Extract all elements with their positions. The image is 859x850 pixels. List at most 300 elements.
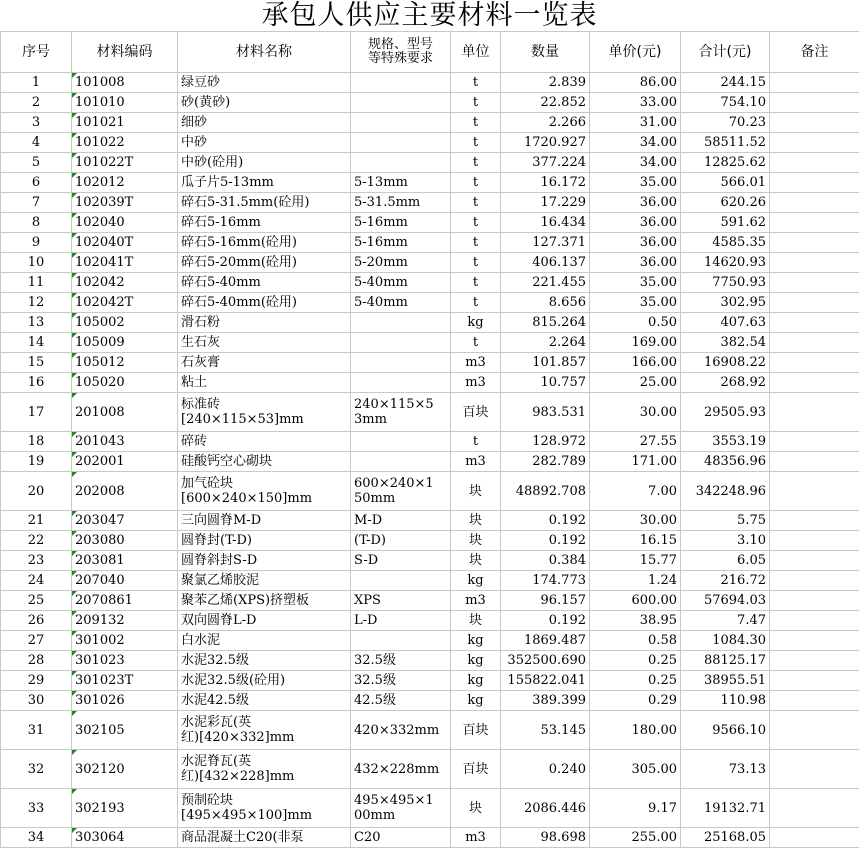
cell-spec[interactable]: 5-13mm <box>351 173 451 193</box>
cell-price[interactable]: 31.00 <box>590 113 681 133</box>
cell-unit[interactable]: 百块 <box>451 711 501 750</box>
cell-total[interactable]: 4585.35 <box>681 233 770 253</box>
cell-code[interactable]: 301023 <box>72 651 178 671</box>
cell-total[interactable]: 16908.22 <box>681 353 770 373</box>
cell-price[interactable]: 35.00 <box>590 173 681 193</box>
cell-price[interactable]: 0.29 <box>590 691 681 711</box>
cell-no[interactable]: 22 <box>1 531 72 551</box>
cell-total[interactable]: 57694.03 <box>681 591 770 611</box>
cell-spec[interactable]: 5-40mm <box>351 273 451 293</box>
header-cell-unit[interactable]: 单位 <box>451 32 501 73</box>
cell-code[interactable]: 201043 <box>72 432 178 452</box>
cell-total[interactable]: 302.95 <box>681 293 770 313</box>
cell-unit[interactable]: t <box>451 273 501 293</box>
cell-qty[interactable]: 406.137 <box>501 253 590 273</box>
cell-name[interactable]: 加气砼块 [600×240×150]mm <box>178 472 351 511</box>
cell-price[interactable]: 27.55 <box>590 432 681 452</box>
cell-price[interactable]: 86.00 <box>590 73 681 93</box>
cell-name[interactable]: 滑石粉 <box>178 313 351 333</box>
cell-no[interactable]: 24 <box>1 571 72 591</box>
cell-price[interactable]: 166.00 <box>590 353 681 373</box>
cell-name[interactable]: 中砂(砼用) <box>178 153 351 173</box>
cell-spec[interactable]: 495×495×1 00mm <box>351 789 451 828</box>
cell-name[interactable]: 双向圆脊L-D <box>178 611 351 631</box>
cell-price[interactable]: 1.24 <box>590 571 681 591</box>
cell-qty[interactable]: 17.229 <box>501 193 590 213</box>
cell-name[interactable]: 碎石5-31.5mm(砼用) <box>178 193 351 213</box>
cell-no[interactable]: 19 <box>1 452 72 472</box>
cell-note[interactable] <box>770 233 859 253</box>
cell-qty[interactable]: 1869.487 <box>501 631 590 651</box>
cell-price[interactable]: 33.00 <box>590 93 681 113</box>
cell-code[interactable]: 102039T <box>72 193 178 213</box>
cell-note[interactable] <box>770 452 859 472</box>
cell-note[interactable] <box>770 353 859 373</box>
cell-unit[interactable]: t <box>451 432 501 452</box>
cell-code[interactable]: 301002 <box>72 631 178 651</box>
cell-name[interactable]: 预制砼块 [495×495×100]mm <box>178 789 351 828</box>
cell-spec[interactable]: 42.5级 <box>351 691 451 711</box>
cell-unit[interactable]: t <box>451 333 501 353</box>
cell-spec[interactable] <box>351 373 451 393</box>
cell-note[interactable] <box>770 691 859 711</box>
cell-price[interactable]: 15.77 <box>590 551 681 571</box>
cell-name[interactable]: 粘土 <box>178 373 351 393</box>
cell-price[interactable]: 305.00 <box>590 750 681 789</box>
cell-code[interactable]: 203080 <box>72 531 178 551</box>
cell-total[interactable]: 14620.93 <box>681 253 770 273</box>
cell-code[interactable]: 102040 <box>72 213 178 233</box>
cell-total[interactable]: 7750.93 <box>681 273 770 293</box>
cell-unit[interactable]: 块 <box>451 789 501 828</box>
cell-no[interactable]: 27 <box>1 631 72 651</box>
cell-no[interactable]: 2 <box>1 93 72 113</box>
cell-code[interactable]: 102042T <box>72 293 178 313</box>
cell-note[interactable] <box>770 611 859 631</box>
cell-total[interactable]: 3553.19 <box>681 432 770 452</box>
header-cell-total[interactable]: 合计(元) <box>681 32 770 73</box>
cell-spec[interactable]: 5-20mm <box>351 253 451 273</box>
cell-code[interactable]: 301026 <box>72 691 178 711</box>
cell-qty[interactable]: 1720.927 <box>501 133 590 153</box>
cell-no[interactable]: 30 <box>1 691 72 711</box>
cell-code[interactable]: 201008 <box>72 393 178 432</box>
cell-code[interactable]: 101021 <box>72 113 178 133</box>
cell-code[interactable]: 302120 <box>72 750 178 789</box>
header-cell-no[interactable]: 序号 <box>1 32 72 73</box>
cell-qty[interactable]: 16.434 <box>501 213 590 233</box>
cell-name[interactable]: 水泥32.5级 <box>178 651 351 671</box>
cell-unit[interactable]: t <box>451 193 501 213</box>
cell-price[interactable]: 36.00 <box>590 193 681 213</box>
cell-qty[interactable]: 127.371 <box>501 233 590 253</box>
cell-no[interactable]: 31 <box>1 711 72 750</box>
cell-no[interactable]: 21 <box>1 511 72 531</box>
cell-no[interactable]: 23 <box>1 551 72 571</box>
cell-note[interactable] <box>770 750 859 789</box>
cell-spec[interactable] <box>351 73 451 93</box>
cell-code[interactable]: 207040 <box>72 571 178 591</box>
cell-note[interactable] <box>770 393 859 432</box>
cell-no[interactable]: 9 <box>1 233 72 253</box>
cell-price[interactable]: 36.00 <box>590 233 681 253</box>
cell-name[interactable]: 白水泥 <box>178 631 351 651</box>
cell-unit[interactable]: 块 <box>451 472 501 511</box>
cell-qty[interactable]: 48892.708 <box>501 472 590 511</box>
cell-code[interactable]: 202008 <box>72 472 178 511</box>
cell-code[interactable]: 102042 <box>72 273 178 293</box>
cell-no[interactable]: 4 <box>1 133 72 153</box>
cell-note[interactable] <box>770 591 859 611</box>
cell-no[interactable]: 7 <box>1 193 72 213</box>
cell-no[interactable]: 1 <box>1 73 72 93</box>
cell-note[interactable] <box>770 671 859 691</box>
cell-qty[interactable]: 2086.446 <box>501 789 590 828</box>
cell-spec[interactable]: 5-16mm <box>351 213 451 233</box>
cell-no[interactable]: 20 <box>1 472 72 511</box>
cell-name[interactable]: 碎石5-20mm(砼用) <box>178 253 351 273</box>
cell-code[interactable]: 101008 <box>72 73 178 93</box>
cell-note[interactable] <box>770 113 859 133</box>
cell-no[interactable]: 3 <box>1 113 72 133</box>
header-cell-code[interactable]: 材料编码 <box>72 32 178 73</box>
cell-price[interactable]: 35.00 <box>590 273 681 293</box>
cell-unit[interactable]: t <box>451 293 501 313</box>
cell-price[interactable]: 36.00 <box>590 253 681 273</box>
cell-code[interactable]: 203081 <box>72 551 178 571</box>
cell-qty[interactable]: 174.773 <box>501 571 590 591</box>
cell-name[interactable]: 水泥脊瓦(英 红)[432×228]mm <box>178 750 351 789</box>
cell-code[interactable]: 105012 <box>72 353 178 373</box>
cell-code[interactable]: 102040T <box>72 233 178 253</box>
cell-note[interactable] <box>770 651 859 671</box>
cell-total[interactable]: 566.01 <box>681 173 770 193</box>
cell-no[interactable]: 17 <box>1 393 72 432</box>
cell-name[interactable]: 瓜子片5-13mm <box>178 173 351 193</box>
cell-name[interactable]: 碎石5-16mm(砼用) <box>178 233 351 253</box>
cell-no[interactable]: 28 <box>1 651 72 671</box>
cell-spec[interactable]: 432×228mm <box>351 750 451 789</box>
cell-qty[interactable]: 16.172 <box>501 173 590 193</box>
cell-no[interactable]: 26 <box>1 611 72 631</box>
cell-note[interactable] <box>770 828 859 848</box>
cell-spec[interactable]: 32.5级 <box>351 671 451 691</box>
cell-note[interactable] <box>770 789 859 828</box>
cell-name[interactable]: 中砂 <box>178 133 351 153</box>
cell-unit[interactable]: m3 <box>451 353 501 373</box>
cell-code[interactable]: 302193 <box>72 789 178 828</box>
header-cell-note[interactable]: 备注 <box>770 32 859 73</box>
cell-code[interactable]: 105009 <box>72 333 178 353</box>
cell-price[interactable]: 0.25 <box>590 651 681 671</box>
cell-code[interactable]: 101022 <box>72 133 178 153</box>
cell-unit[interactable]: t <box>451 93 501 113</box>
cell-total[interactable]: 9566.10 <box>681 711 770 750</box>
cell-spec[interactable] <box>351 133 451 153</box>
cell-no[interactable]: 6 <box>1 173 72 193</box>
cell-name[interactable]: 标准砖 [240×115×53]mm <box>178 393 351 432</box>
cell-unit[interactable]: t <box>451 113 501 133</box>
cell-no[interactable]: 5 <box>1 153 72 173</box>
cell-code[interactable]: 202001 <box>72 452 178 472</box>
cell-no[interactable]: 11 <box>1 273 72 293</box>
cell-name[interactable]: 圆脊斜封S-D <box>178 551 351 571</box>
cell-qty[interactable]: 0.384 <box>501 551 590 571</box>
cell-total[interactable]: 1084.30 <box>681 631 770 651</box>
cell-total[interactable]: 29505.93 <box>681 393 770 432</box>
cell-price[interactable]: 180.00 <box>590 711 681 750</box>
cell-total[interactable]: 7.47 <box>681 611 770 631</box>
cell-name[interactable]: 碎石5-16mm <box>178 213 351 233</box>
cell-total[interactable]: 110.98 <box>681 691 770 711</box>
cell-no[interactable]: 16 <box>1 373 72 393</box>
cell-name[interactable]: 碎石5-40mm <box>178 273 351 293</box>
cell-unit[interactable]: m3 <box>451 591 501 611</box>
cell-note[interactable] <box>770 93 859 113</box>
cell-name[interactable]: 聚苯乙烯(XPS)挤塑板 <box>178 591 351 611</box>
cell-code[interactable]: 105020 <box>72 373 178 393</box>
cell-total[interactable]: 216.72 <box>681 571 770 591</box>
cell-price[interactable]: 7.00 <box>590 472 681 511</box>
cell-unit[interactable]: t <box>451 153 501 173</box>
cell-unit[interactable]: kg <box>451 631 501 651</box>
cell-unit[interactable]: 百块 <box>451 750 501 789</box>
cell-note[interactable] <box>770 432 859 452</box>
cell-spec[interactable]: L-D <box>351 611 451 631</box>
cell-spec[interactable] <box>351 432 451 452</box>
cell-name[interactable]: 硅酸钙空心砌块 <box>178 452 351 472</box>
cell-name[interactable]: 细砂 <box>178 113 351 133</box>
cell-no[interactable]: 34 <box>1 828 72 848</box>
cell-spec[interactable] <box>351 333 451 353</box>
cell-price[interactable]: 30.00 <box>590 393 681 432</box>
cell-no[interactable]: 29 <box>1 671 72 691</box>
cell-spec[interactable] <box>351 631 451 651</box>
cell-spec[interactable]: 240×115×5 3mm <box>351 393 451 432</box>
cell-no[interactable]: 8 <box>1 213 72 233</box>
cell-unit[interactable]: t <box>451 73 501 93</box>
cell-unit[interactable]: kg <box>451 671 501 691</box>
cell-unit[interactable]: m3 <box>451 452 501 472</box>
cell-code[interactable]: 302105 <box>72 711 178 750</box>
cell-unit[interactable]: 块 <box>451 611 501 631</box>
cell-qty[interactable]: 2.264 <box>501 333 590 353</box>
cell-qty[interactable]: 0.240 <box>501 750 590 789</box>
cell-note[interactable] <box>770 472 859 511</box>
cell-code[interactable]: 101022T <box>72 153 178 173</box>
cell-spec[interactable]: C20 <box>351 828 451 848</box>
cell-note[interactable] <box>770 133 859 153</box>
cell-price[interactable]: 25.00 <box>590 373 681 393</box>
cell-qty[interactable]: 389.399 <box>501 691 590 711</box>
cell-no[interactable]: 18 <box>1 432 72 452</box>
cell-price[interactable]: 34.00 <box>590 153 681 173</box>
cell-total[interactable]: 591.62 <box>681 213 770 233</box>
cell-spec[interactable]: (T-D) <box>351 531 451 551</box>
cell-code[interactable]: 105002 <box>72 313 178 333</box>
cell-qty[interactable]: 2.266 <box>501 113 590 133</box>
cell-spec[interactable]: 5-16mm <box>351 233 451 253</box>
cell-spec[interactable] <box>351 113 451 133</box>
cell-code[interactable]: 203047 <box>72 511 178 531</box>
cell-code[interactable]: 303064 <box>72 828 178 848</box>
cell-unit[interactable]: 百块 <box>451 393 501 432</box>
header-cell-spec[interactable]: 规格、型号 等特殊要求 <box>351 32 451 73</box>
cell-spec[interactable] <box>351 452 451 472</box>
cell-name[interactable]: 水泥32.5级(砼用) <box>178 671 351 691</box>
cell-name[interactable]: 绿豆砂 <box>178 73 351 93</box>
cell-note[interactable] <box>770 173 859 193</box>
cell-no[interactable]: 32 <box>1 750 72 789</box>
cell-unit[interactable]: m3 <box>451 373 501 393</box>
header-cell-qty[interactable]: 数量 <box>501 32 590 73</box>
cell-qty[interactable]: 155822.041 <box>501 671 590 691</box>
cell-code[interactable]: 2070861 <box>72 591 178 611</box>
cell-note[interactable] <box>770 73 859 93</box>
cell-qty[interactable]: 128.972 <box>501 432 590 452</box>
header-cell-name[interactable]: 材料名称 <box>178 32 351 73</box>
cell-total[interactable]: 19132.71 <box>681 789 770 828</box>
cell-unit[interactable]: t <box>451 233 501 253</box>
cell-name[interactable]: 砂(黄砂) <box>178 93 351 113</box>
cell-total[interactable]: 48356.96 <box>681 452 770 472</box>
cell-note[interactable] <box>770 511 859 531</box>
cell-price[interactable]: 9.17 <box>590 789 681 828</box>
cell-unit[interactable]: t <box>451 213 501 233</box>
cell-total[interactable]: 382.54 <box>681 333 770 353</box>
cell-note[interactable] <box>770 373 859 393</box>
cell-spec[interactable]: XPS <box>351 591 451 611</box>
cell-qty[interactable]: 22.852 <box>501 93 590 113</box>
cell-qty[interactable]: 98.698 <box>501 828 590 848</box>
cell-spec[interactable]: 600×240×1 50mm <box>351 472 451 511</box>
cell-name[interactable]: 三向圆脊M-D <box>178 511 351 531</box>
cell-price[interactable]: 38.95 <box>590 611 681 631</box>
cell-price[interactable]: 0.50 <box>590 313 681 333</box>
cell-unit[interactable]: t <box>451 173 501 193</box>
cell-price[interactable]: 169.00 <box>590 333 681 353</box>
cell-spec[interactable]: 420×332mm <box>351 711 451 750</box>
cell-spec[interactable] <box>351 313 451 333</box>
cell-note[interactable] <box>770 551 859 571</box>
cell-code[interactable]: 301023T <box>72 671 178 691</box>
cell-qty[interactable]: 101.857 <box>501 353 590 373</box>
cell-price[interactable]: 30.00 <box>590 511 681 531</box>
cell-no[interactable]: 13 <box>1 313 72 333</box>
cell-qty[interactable]: 10.757 <box>501 373 590 393</box>
cell-note[interactable] <box>770 193 859 213</box>
cell-note[interactable] <box>770 253 859 273</box>
cell-name[interactable]: 圆脊封(T-D) <box>178 531 351 551</box>
cell-qty[interactable]: 2.839 <box>501 73 590 93</box>
cell-code[interactable]: 101010 <box>72 93 178 113</box>
cell-spec[interactable] <box>351 353 451 373</box>
cell-qty[interactable]: 282.789 <box>501 452 590 472</box>
cell-name[interactable]: 碎砖 <box>178 432 351 452</box>
cell-total[interactable]: 244.15 <box>681 73 770 93</box>
cell-total[interactable]: 6.05 <box>681 551 770 571</box>
cell-unit[interactable]: 块 <box>451 551 501 571</box>
cell-note[interactable] <box>770 313 859 333</box>
cell-unit[interactable]: m3 <box>451 828 501 848</box>
cell-qty[interactable]: 377.224 <box>501 153 590 173</box>
cell-total[interactable]: 754.10 <box>681 93 770 113</box>
cell-price[interactable]: 171.00 <box>590 452 681 472</box>
cell-name[interactable]: 水泥42.5级 <box>178 691 351 711</box>
cell-total[interactable]: 88125.17 <box>681 651 770 671</box>
cell-note[interactable] <box>770 153 859 173</box>
cell-name[interactable]: 聚氯乙烯胶泥 <box>178 571 351 591</box>
cell-total[interactable]: 58511.52 <box>681 133 770 153</box>
cell-code[interactable]: 102012 <box>72 173 178 193</box>
cell-name[interactable]: 石灰膏 <box>178 353 351 373</box>
cell-spec[interactable] <box>351 153 451 173</box>
cell-price[interactable]: 255.00 <box>590 828 681 848</box>
cell-price[interactable]: 34.00 <box>590 133 681 153</box>
cell-price[interactable]: 600.00 <box>590 591 681 611</box>
cell-total[interactable]: 3.10 <box>681 531 770 551</box>
cell-name[interactable]: 碎石5-40mm(砼用) <box>178 293 351 313</box>
cell-price[interactable]: 36.00 <box>590 213 681 233</box>
cell-total[interactable]: 620.26 <box>681 193 770 213</box>
cell-qty[interactable]: 0.192 <box>501 531 590 551</box>
header-cell-price[interactable]: 单价(元) <box>590 32 681 73</box>
cell-spec[interactable]: M-D <box>351 511 451 531</box>
cell-note[interactable] <box>770 711 859 750</box>
cell-note[interactable] <box>770 333 859 353</box>
cell-total[interactable]: 407.63 <box>681 313 770 333</box>
cell-no[interactable]: 33 <box>1 789 72 828</box>
cell-qty[interactable]: 983.531 <box>501 393 590 432</box>
cell-qty[interactable]: 0.192 <box>501 511 590 531</box>
cell-total[interactable]: 342248.96 <box>681 472 770 511</box>
cell-total[interactable]: 5.75 <box>681 511 770 531</box>
cell-note[interactable] <box>770 531 859 551</box>
cell-name[interactable]: 水泥彩瓦(英 红)[420×332]mm <box>178 711 351 750</box>
cell-total[interactable]: 12825.62 <box>681 153 770 173</box>
cell-qty[interactable]: 96.157 <box>501 591 590 611</box>
cell-price[interactable]: 35.00 <box>590 293 681 313</box>
cell-note[interactable] <box>770 273 859 293</box>
cell-price[interactable]: 0.58 <box>590 631 681 651</box>
cell-no[interactable]: 14 <box>1 333 72 353</box>
cell-spec[interactable] <box>351 571 451 591</box>
cell-note[interactable] <box>770 631 859 651</box>
cell-unit[interactable]: t <box>451 133 501 153</box>
cell-spec[interactable]: 5-40mm <box>351 293 451 313</box>
cell-unit[interactable]: kg <box>451 651 501 671</box>
cell-qty[interactable]: 352500.690 <box>501 651 590 671</box>
cell-note[interactable] <box>770 293 859 313</box>
cell-total[interactable]: 73.13 <box>681 750 770 789</box>
cell-no[interactable]: 10 <box>1 253 72 273</box>
cell-unit[interactable]: kg <box>451 691 501 711</box>
cell-code[interactable]: 102041T <box>72 253 178 273</box>
cell-code[interactable]: 209132 <box>72 611 178 631</box>
cell-qty[interactable]: 0.192 <box>501 611 590 631</box>
cell-qty[interactable]: 221.455 <box>501 273 590 293</box>
cell-spec[interactable] <box>351 93 451 113</box>
cell-unit[interactable]: kg <box>451 313 501 333</box>
cell-total[interactable]: 25168.05 <box>681 828 770 848</box>
cell-name[interactable]: 生石灰 <box>178 333 351 353</box>
cell-total[interactable]: 38955.51 <box>681 671 770 691</box>
cell-qty[interactable]: 815.264 <box>501 313 590 333</box>
cell-qty[interactable]: 8.656 <box>501 293 590 313</box>
cell-price[interactable]: 0.25 <box>590 671 681 691</box>
cell-spec[interactable]: 5-31.5mm <box>351 193 451 213</box>
cell-spec[interactable]: S-D <box>351 551 451 571</box>
